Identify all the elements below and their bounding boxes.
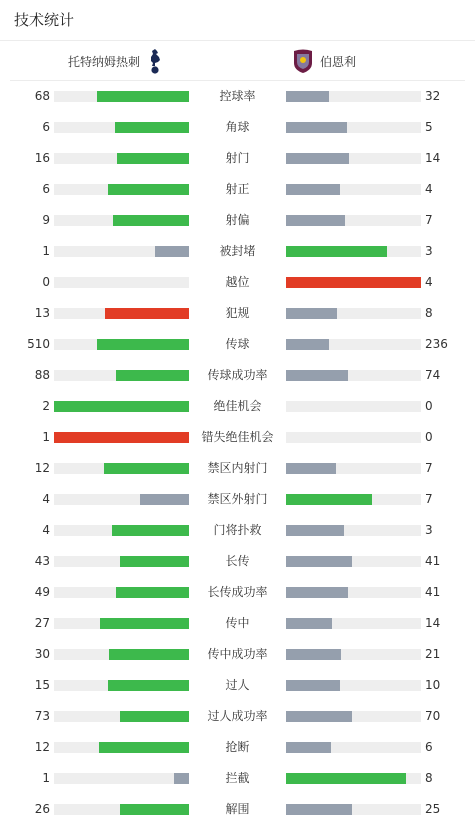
stat-label: 被封堵: [219, 244, 256, 258]
stat-label: 传中: [225, 616, 250, 630]
away-value: 3: [425, 523, 433, 537]
stat-row: [0, 515, 475, 546]
away-bar: [286, 649, 341, 660]
away-value: 4: [425, 182, 433, 196]
home-value: 15: [34, 678, 50, 692]
home-value: 2: [42, 399, 50, 413]
away-bar: [286, 308, 337, 319]
away-value: 41: [425, 554, 441, 568]
stat-row: [0, 763, 475, 794]
home-bar: [120, 556, 189, 567]
home-bar-track: [54, 339, 189, 350]
stat-row: [0, 484, 475, 515]
home-value: 12: [34, 461, 50, 475]
home-bar: [105, 308, 189, 319]
stat-row: [0, 577, 475, 608]
home-bar-track: [54, 618, 189, 629]
stat-label: 传球: [225, 337, 250, 351]
away-bar: [286, 370, 348, 381]
home-value: 1: [42, 244, 50, 258]
away-bar-track: [286, 308, 421, 319]
stat-row: [0, 701, 475, 732]
away-bar: [286, 246, 387, 257]
home-bar: [99, 742, 189, 753]
away-bar-track: [286, 153, 421, 164]
stat-label: 传中成功率: [207, 647, 268, 661]
stat-label: 传球成功率: [207, 368, 268, 382]
home-bar-track: [54, 184, 189, 195]
away-bar: [286, 277, 421, 288]
away-value: 3: [425, 244, 433, 258]
home-value: 1: [42, 771, 50, 785]
home-bar-track: [54, 556, 189, 567]
home-bar-track: [54, 432, 189, 443]
stat-row: [0, 360, 475, 391]
home-bar: [116, 370, 189, 381]
away-bar-track: [286, 91, 421, 102]
away-value: 7: [425, 213, 433, 227]
away-bar: [286, 556, 352, 567]
stat-row: [0, 112, 475, 143]
away-bar-track: [286, 556, 421, 567]
away-value: 6: [425, 740, 433, 754]
stat-label: 解围: [225, 802, 250, 816]
stat-row: [0, 298, 475, 329]
stat-row: [0, 81, 475, 112]
stat-row: [0, 422, 475, 453]
away-bar: [286, 494, 372, 505]
stat-row: [0, 143, 475, 174]
stat-row: [0, 453, 475, 484]
tottenham-cockerel-icon: [148, 48, 162, 74]
home-bar-track: [54, 587, 189, 598]
stat-label: 控球率: [219, 89, 256, 103]
stat-label: 禁区外射门: [207, 492, 268, 506]
home-bar-track: [54, 401, 189, 412]
stat-row: [0, 546, 475, 577]
home-bar: [54, 432, 189, 443]
home-bar: [112, 525, 189, 536]
away-bar-track: [286, 122, 421, 133]
stat-label: 错失绝佳机会: [201, 430, 274, 444]
stat-label: 禁区内射门: [207, 461, 268, 475]
stat-row: [0, 205, 475, 236]
home-bar-track: [54, 91, 189, 102]
home-bar-track: [54, 742, 189, 753]
stat-row: [0, 329, 475, 360]
home-bar: [113, 215, 189, 226]
home-value: 88: [34, 368, 50, 382]
away-bar-track: [286, 587, 421, 598]
home-team-name: 托特纳姆热刺: [67, 54, 140, 69]
away-bar: [286, 742, 331, 753]
stat-label: 长传成功率: [207, 585, 268, 599]
home-bar: [54, 401, 189, 412]
away-bar-track: [286, 215, 421, 226]
home-bar-track: [54, 773, 189, 784]
away-bar: [286, 711, 352, 722]
away-bar-track: [286, 370, 421, 381]
away-bar: [286, 91, 329, 102]
home-value: 9: [42, 213, 50, 227]
home-bar: [120, 711, 189, 722]
away-bar: [286, 804, 352, 815]
stat-label: 射门: [225, 151, 250, 165]
stat-label: 抢断: [225, 740, 250, 754]
home-bar-track: [54, 494, 189, 505]
home-bar-track: [54, 215, 189, 226]
away-bar-track: [286, 618, 421, 629]
away-team[interactable]: [292, 44, 356, 78]
header-divider: [0, 40, 475, 41]
home-bar: [117, 153, 189, 164]
stats-list: [0, 81, 475, 825]
home-bar: [116, 587, 189, 598]
home-value: 43: [34, 554, 50, 568]
away-bar: [286, 680, 340, 691]
stat-row: [0, 732, 475, 763]
home-value: 6: [42, 120, 50, 134]
away-value: 236: [425, 337, 448, 351]
stat-row: [0, 670, 475, 701]
away-bar-track: [286, 525, 421, 536]
away-value: 7: [425, 492, 433, 506]
stat-label: 射偏: [225, 213, 250, 227]
home-value: 68: [34, 89, 50, 103]
home-bar-track: [54, 804, 189, 815]
away-team-name: 伯恩利: [320, 54, 357, 69]
away-bar-track: [286, 649, 421, 660]
burnley-crest-icon: [292, 48, 314, 74]
away-bar-track: [286, 401, 421, 412]
away-bar-track: [286, 804, 421, 815]
away-bar-track: [286, 494, 421, 505]
stat-row: [0, 794, 475, 825]
away-value: 8: [425, 306, 433, 320]
stat-label: 门将扑救: [213, 523, 262, 537]
home-bar: [97, 339, 189, 350]
teams-header: [0, 44, 475, 78]
stat-label: 过人: [225, 678, 250, 692]
home-value: 0: [42, 275, 50, 289]
stat-row: [0, 236, 475, 267]
home-bar-track: [54, 153, 189, 164]
home-bar-track: [54, 122, 189, 133]
away-value: 14: [425, 616, 441, 630]
home-bar: [97, 91, 189, 102]
page-title: 技术统计: [14, 11, 75, 29]
home-bar-track: [54, 370, 189, 381]
stat-label: 犯规: [225, 306, 250, 320]
home-value: 30: [34, 647, 50, 661]
away-value: 32: [425, 89, 441, 103]
away-value: 0: [425, 399, 433, 413]
home-value: 27: [34, 616, 50, 630]
home-bar: [108, 680, 189, 691]
away-value: 5: [425, 120, 433, 134]
home-bar-track: [54, 463, 189, 474]
away-value: 21: [425, 647, 441, 661]
stat-label: 过人成功率: [207, 709, 268, 723]
away-value: 14: [425, 151, 441, 165]
stat-label: 绝佳机会: [213, 399, 262, 413]
away-value: 70: [425, 709, 441, 723]
home-bar: [115, 122, 189, 133]
home-bar-track: [54, 649, 189, 660]
away-bar-track: [286, 463, 421, 474]
stat-label: 长传: [225, 554, 250, 568]
home-value: 16: [34, 151, 50, 165]
home-bar-track: [54, 711, 189, 722]
stat-label: 角球: [225, 120, 250, 134]
away-bar: [286, 463, 336, 474]
home-bar: [109, 649, 189, 660]
home-value: 73: [34, 709, 50, 723]
stat-row: [0, 608, 475, 639]
away-bar-track: [286, 184, 421, 195]
home-bar-track: [54, 308, 189, 319]
away-bar-track: [286, 742, 421, 753]
away-bar: [286, 618, 332, 629]
away-bar-track: [286, 680, 421, 691]
away-bar-track: [286, 711, 421, 722]
away-value: 0: [425, 430, 433, 444]
stat-row: [0, 174, 475, 205]
home-value: 49: [34, 585, 50, 599]
home-bar: [174, 773, 189, 784]
away-value: 25: [425, 802, 441, 816]
away-bar-track: [286, 277, 421, 288]
stat-row: [0, 267, 475, 298]
home-team[interactable]: [68, 44, 162, 78]
home-value: 4: [42, 492, 50, 506]
stat-label: 越位: [225, 275, 250, 289]
home-value: 12: [34, 740, 50, 754]
home-bar: [140, 494, 189, 505]
home-bar: [108, 184, 189, 195]
home-bar-track: [54, 277, 189, 288]
away-bar: [286, 587, 348, 598]
away-bar-track: [286, 432, 421, 443]
home-bar: [120, 804, 189, 815]
home-bar-track: [54, 246, 189, 257]
stat-row: [0, 639, 475, 670]
home-bar-track: [54, 680, 189, 691]
away-value: 74: [425, 368, 441, 382]
away-bar: [286, 215, 345, 226]
stat-row: [0, 391, 475, 422]
away-bar: [286, 122, 347, 133]
home-value: 6: [42, 182, 50, 196]
stat-label: 射正: [225, 182, 250, 196]
stat-label: 拦截: [225, 771, 250, 785]
away-bar: [286, 773, 406, 784]
home-value: 1: [42, 430, 50, 444]
home-value: 4: [42, 523, 50, 537]
away-bar: [286, 525, 344, 536]
away-bar-track: [286, 246, 421, 257]
away-bar: [286, 339, 329, 350]
away-value: 41: [425, 585, 441, 599]
home-bar-track: [54, 525, 189, 536]
away-value: 7: [425, 461, 433, 475]
home-bar: [100, 618, 189, 629]
home-value: 26: [34, 802, 50, 816]
away-bar-track: [286, 773, 421, 784]
home-value: 510: [27, 337, 50, 351]
home-bar: [104, 463, 189, 474]
home-bar: [155, 246, 189, 257]
away-bar-track: [286, 339, 421, 350]
away-value: 8: [425, 771, 433, 785]
away-value: 4: [425, 275, 433, 289]
home-value: 13: [34, 306, 50, 320]
away-value: 10: [425, 678, 441, 692]
away-bar: [286, 153, 349, 164]
away-bar: [286, 184, 340, 195]
